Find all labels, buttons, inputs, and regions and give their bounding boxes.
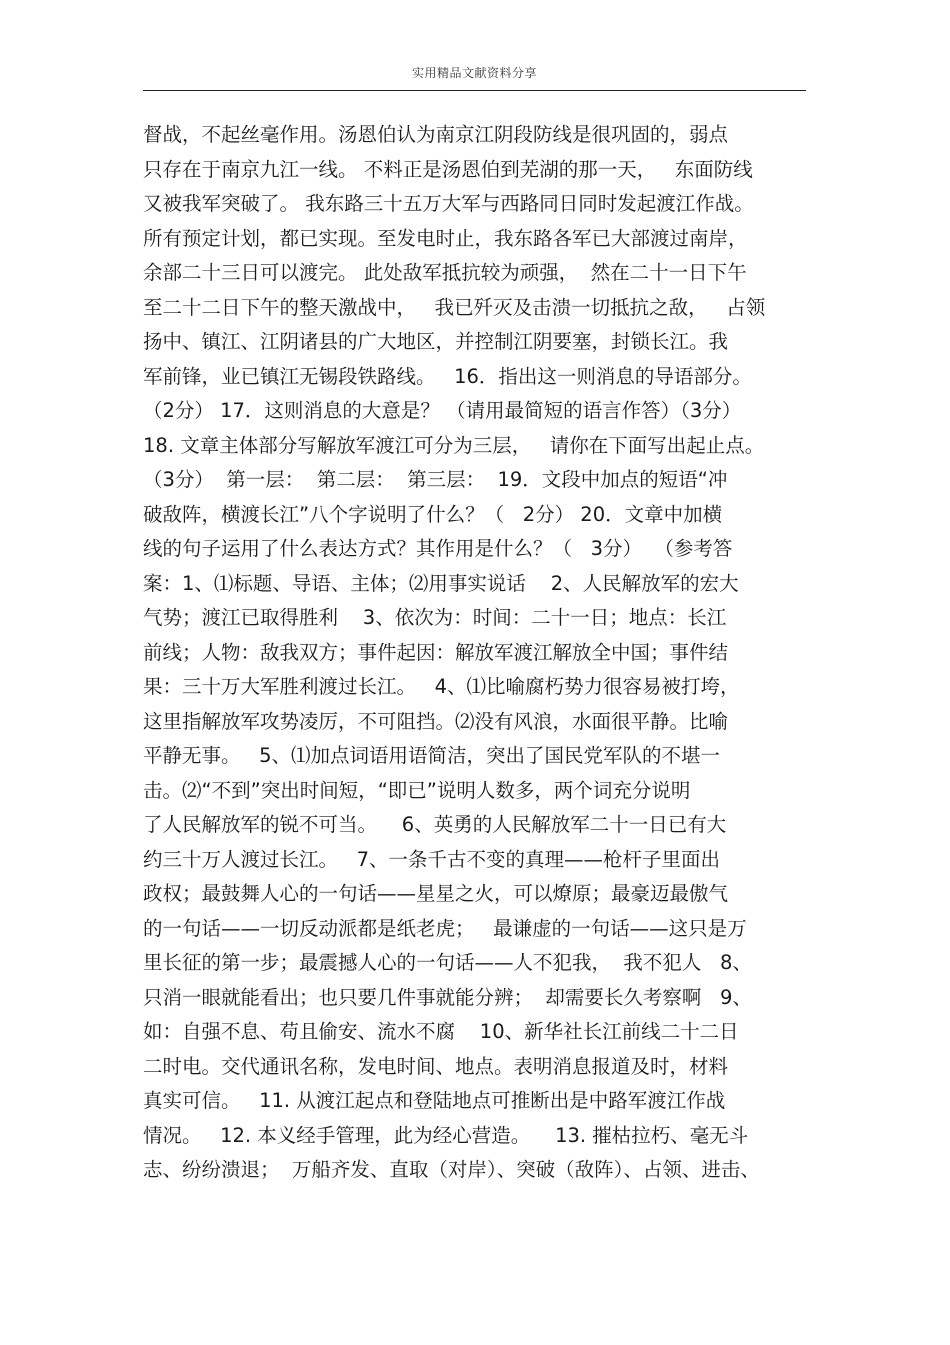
text-line: 志、纷纷溃退； 万船齐发、直取（对岸）、突破（敌阵）、占领、进击、 — [143, 1158, 760, 1181]
text-line: 约三十万人渡过长江。 7、一条千古不变的真理——枪杆子里面出 — [143, 847, 721, 871]
text-line: 果：三十万大军胜利渡过长江。 4、⑴比喻腐朽势力很容易被打垮， — [143, 675, 740, 698]
text-line: 案：1、⑴标题、导语、主体；⑵用事实说话 2、人民解放军的宏大 — [143, 571, 739, 595]
text-line: 了人民解放军的锐不可当。 6、英勇的人民解放军二十一日已有大 — [143, 813, 727, 836]
text-line: 余部二十三日可以渡完。 此处敌军抵抗较为顽强， 然在二十一日下午 — [143, 261, 747, 284]
text-line: 真实可信。 11. 从渡江起点和登陆地点可推断出是中路军渡江作战 — [143, 1089, 726, 1112]
text-line: 所有预定计划，都已实现。至发电时止，我东路各军已大部渡过南岸， — [143, 226, 748, 250]
header-divider — [143, 90, 806, 91]
text-line: 这里指解放军攻势凌厉，不可阻挡。⑵没有风浪，水面很平静。比喻 — [143, 709, 729, 733]
text-line: 前线；人物：敌我双方；事件起因：解放军渡江解放全中国；事件结 — [143, 640, 729, 664]
text-line: 如：自强不息、苟且偷安、流水不腐 10、新华社长江前线二十二日 — [143, 1020, 739, 1043]
text-line: 里长征的第一步；最震撼人心的一句话——人不犯我， 我不犯人 8、 — [143, 951, 752, 974]
text-line: 又被我军突破了。 我东路三十五万大军与西路同日同时发起渡江作战。 — [143, 192, 754, 215]
text-line: 二时电。交代通讯名称，发电时间、地点。表明消息报道及时，材料 — [143, 1054, 729, 1078]
text-line: 只消一眼就能看出；也只要几件事就能分辨； 却需要长久考察啊 9、 — [143, 985, 752, 1009]
page-header: 实用精品文献资料分享 — [411, 66, 537, 80]
body-text — [143, 118, 823, 1188]
text-line: 政权；最鼓舞人心的一句话——星星之火，可以燎原；最豪迈最傲气 — [143, 882, 729, 905]
text-line: 平静无事。 5、⑴加点词语用语简洁，突出了国民党军队的不堪一 — [143, 744, 721, 767]
text-line: 破敌阵，横渡长江”八个字说明了什么？（ 2分） 20．文章中加横 — [143, 502, 723, 526]
text-line: 军前锋，业已镇江无锡段铁路线。 16．指出这一则消息的导语部分。 — [143, 364, 752, 388]
text-line: 的一句话——一切反动派都是纸老虎； 最谦虚的一句话——这只是万 — [143, 916, 747, 940]
text-line: 情况。 12. 本义经手管理，此为经心营造。 13. 摧枯拉朽、毫无斗 — [143, 1123, 749, 1147]
text-line: （3分） 第一层： 第二层： 第三层： 19．文段中加点的短语“冲 — [143, 468, 728, 491]
text-line: （2分） 17．这则消息的大意是？ （请用最简短的语言作答）（3分） — [143, 399, 742, 422]
text-line: 督战，不起丝毫作用。汤恩伯认为南京江阴段防线是很巩固的，弱点 — [143, 123, 729, 146]
text-line: 线的句子运用了什么表达方式？其作用是什么？（ 3分） （参考答 — [143, 537, 733, 560]
text-line: 至二十二日下午的整天激战中， 我已歼灭及击溃一切抵抗之敌， 占领 — [143, 295, 766, 319]
text-line: 扬中、镇江、江阴诸县的广大地区，并控制江阴要塞，封锁长江。我 — [143, 330, 729, 353]
text-line: 气势；渡江已取得胜利 3、依次为：时间：二十一日；地点：长江 — [143, 606, 727, 629]
text-line: 只存在于南京九江一线。 不料正是汤恩伯到芜湖的那一天， 东面防线 — [143, 157, 753, 181]
text-line: 击。⑵“不到”突出时间短，“即已”说明人数多，两个词充分说明 — [143, 778, 691, 802]
text-line: 18. 文章主体部分写解放军渡江可分为三层， 请你在下面写出起止点。 — [143, 433, 765, 457]
